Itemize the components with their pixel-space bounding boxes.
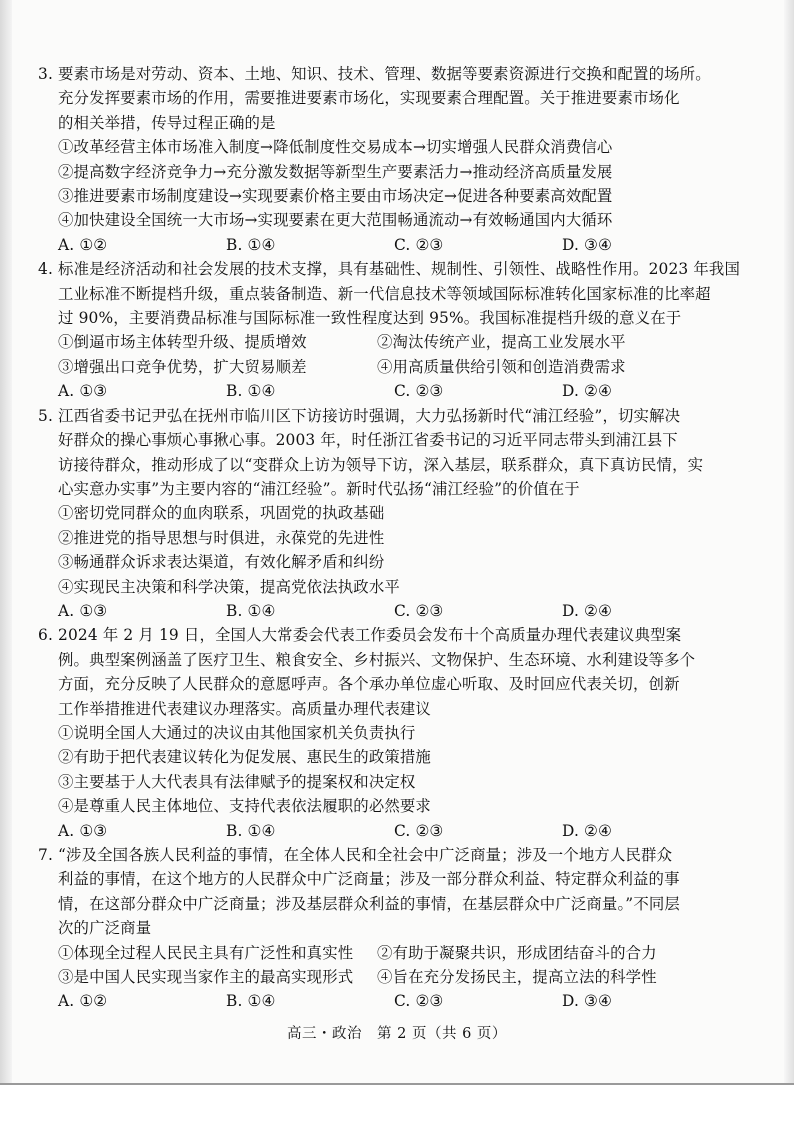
answer-choice-c[interactable]: C. ②③ (394, 821, 444, 840)
answer-choice-a[interactable]: A. ①② (58, 992, 108, 1011)
statement-option-row (38, 355, 760, 379)
answer-choice-b[interactable]: B. ①④ (226, 235, 276, 254)
answer-choices (38, 819, 760, 843)
answer-choices (38, 989, 760, 1013)
statement-option: ③推进要素市场制度建设→实现要素价格主要由市场决定→促进各种要素高效配置 (58, 187, 613, 206)
answer-choice-c[interactable]: C. ②③ (394, 992, 444, 1011)
statement-option: ④用高质量供给引领和创造消费需求 (377, 357, 626, 376)
question-5 (38, 404, 760, 624)
answer-choice-b[interactable]: B. ①④ (226, 601, 276, 620)
answer-choice-d[interactable]: D. ②④ (562, 601, 612, 620)
scan-left-edge (0, 0, 12, 1085)
answer-choice-d[interactable]: D. ③④ (562, 992, 612, 1011)
question-stem-line: 利益的事情，在这个地方的人民群众中广泛商量；涉及一部分群众利益、特定群众利益的事 (58, 870, 680, 889)
statement-option: ③主要基于人大代表具有法律赋予的提案权和决定权 (58, 772, 416, 791)
answer-choice-c[interactable]: C. ②③ (394, 601, 444, 620)
statement-option: ④加快建设全国统一大市场→实现要素在更大范围畅通流动→有效畅通国内大循环 (58, 211, 613, 230)
scan-margin (0, 1085, 794, 1122)
question-stem-line: 好群众的操心事烦心事揪心事。2003 年，时任浙江省委书记的习近平同志带头到浦江县下 (58, 431, 678, 450)
statement-option: ①说明全国人大通过的决议由其他国家机关负责执行 (58, 723, 416, 742)
question-4 (38, 257, 760, 403)
statement-option: ④实现民主决策和科学决策，提高党依法执政水平 (58, 577, 400, 596)
answer-choice-c[interactable]: C. ②③ (394, 382, 444, 401)
questions-container (38, 62, 760, 1014)
statement-option: ②淘汰传统产业，提高工业发展水平 (377, 333, 626, 352)
question-3 (38, 62, 760, 257)
answer-choice-d[interactable]: D. ②④ (562, 382, 612, 401)
page-footer: 高三・政治 第 2 页（共 6 页） (287, 1026, 507, 1042)
answer-choices (38, 599, 760, 623)
statement-option: ③畅通群众诉求表达渠道，有效化解矛盾和纠纷 (58, 553, 385, 572)
question-stem-line: 心实意办实事”为主要内容的“浦江经验”。新时代弘扬“浦江经验”的价值在于 (58, 479, 580, 498)
answer-choices (38, 379, 760, 403)
statement-option: ②有助于把代表建议转化为促发展、惠民生的政策措施 (58, 748, 431, 767)
question-stem-line: 6. 2024 年 2 月 19 日，全国人大常委会代表工作委员会发布十个高质量办理代表建议典型案 (38, 626, 682, 645)
answer-choice-d[interactable]: D. ②④ (562, 821, 612, 840)
question-stem-line: 过 90%，主要消费品标准与国际标准一致性程度达到 95%。我国标准提档升级的意义在于 (58, 309, 682, 328)
statement-option-row (38, 965, 760, 989)
question-stem-line: 5. 江西省委书记尹弘在抚州市临川区下访接访时强调，大力弘扬新时代“浦江经验”，切实解决 (38, 406, 681, 425)
statement-option: ①体现全过程人民民主具有广泛性和真实性 (58, 943, 354, 962)
statement-option: ①改革经营主体市场准入制度→降低制度性交易成本→切实增强人民群众消费信心 (58, 138, 613, 157)
question-stem-line: 4. 标准是经济活动和社会发展的技术支撑，具有基础性、规制性、引领性、战略性作用。2023 年我国 (38, 260, 741, 279)
question-stem-line: 次的广泛商量 (58, 919, 152, 938)
statement-option-row (38, 941, 760, 965)
question-stem-line: 3. 要素市场是对劳动、资本、土地、知识、技术、管理、数据等要素资源进行交换和配置的场所。 (38, 65, 711, 83)
statement-option: ④是尊重人民主体地位、支持代表依法履职的必然要求 (58, 797, 431, 816)
question-6 (38, 623, 760, 843)
question-stem-line: 情，在这部分群众中广泛商量；涉及基层群众利益的事情，在基层群众中广泛商量。”不同层 (58, 894, 680, 913)
answer-choice-a[interactable]: A. ①③ (58, 821, 108, 840)
question-stem-line: 工作举措推进代表建议办理落实。高质量办理代表建议 (58, 699, 431, 718)
question-stem-line: 访接待群众，推动形成了以“变群众上访为领导下访，深入基层，联系群众，真下真访民情，实 (58, 455, 704, 474)
answer-choice-c[interactable]: C. ②③ (394, 235, 444, 254)
question-stem-line: 7. “涉及全国各族人民利益的事情，在全体人民和全社会中广泛商量；涉及一个地方人民群众 (38, 846, 673, 864)
answer-choice-b[interactable]: B. ①④ (226, 821, 276, 840)
statement-option-row (38, 330, 760, 354)
answer-choice-b[interactable]: B. ①④ (226, 992, 276, 1011)
statement-option: ③是中国人民实现当家作主的最高实现形式 (58, 968, 354, 987)
question-stem-line: 充分发挥要素市场的作用，需要推进要素市场化，实现要素合理配置。关于推进要素市场化 (58, 89, 680, 108)
question-stem-line: 例。典型案例涵盖了医疗卫生、粮食安全、乡村振兴、文物保护、生态环境、水利建设等多个 (58, 650, 696, 669)
answer-choice-b[interactable]: B. ①④ (226, 382, 276, 401)
question-stem-line: 方面，充分反映了人民群众的意愿呼声。各个承办单位虚心听取、及时回应代表关切，创新 (58, 675, 680, 694)
statement-option: ②推进党的指导思想与时俱进，永葆党的先进性 (58, 528, 385, 547)
answer-choices (38, 233, 760, 257)
statement-option: ④旨在充分发扬民主，提高立法的科学性 (377, 968, 657, 987)
question-stem-line: 的相关举措，传导过程正确的是 (58, 113, 276, 132)
answer-choice-a[interactable]: A. ①③ (58, 601, 108, 620)
question-7 (38, 843, 760, 1014)
answer-choice-d[interactable]: D. ③④ (562, 235, 612, 254)
scan-right-edge (784, 0, 794, 1085)
question-stem-line: 工业标准不断提档升级，重点装备制造、新一代信息技术等领域国际标准转化国家标准的比率超 (58, 284, 711, 303)
answer-choice-a[interactable]: A. ①③ (58, 382, 108, 401)
answer-choice-a[interactable]: A. ①② (58, 235, 108, 254)
statement-option: ②提高数字经济竞争力→充分激发数据等新型生产要素活力→推动经济高质量发展 (58, 162, 613, 181)
statement-option: ③增强出口竞争优势，扩大贸易顺差 (58, 357, 307, 376)
statement-option: ①倒逼市场主体转型升级、提质增效 (58, 333, 307, 352)
statement-option: ②有助于凝聚共识，形成团结奋斗的合力 (377, 943, 657, 962)
statement-option: ①密切党同群众的血肉联系，巩固党的执政基础 (58, 504, 385, 523)
